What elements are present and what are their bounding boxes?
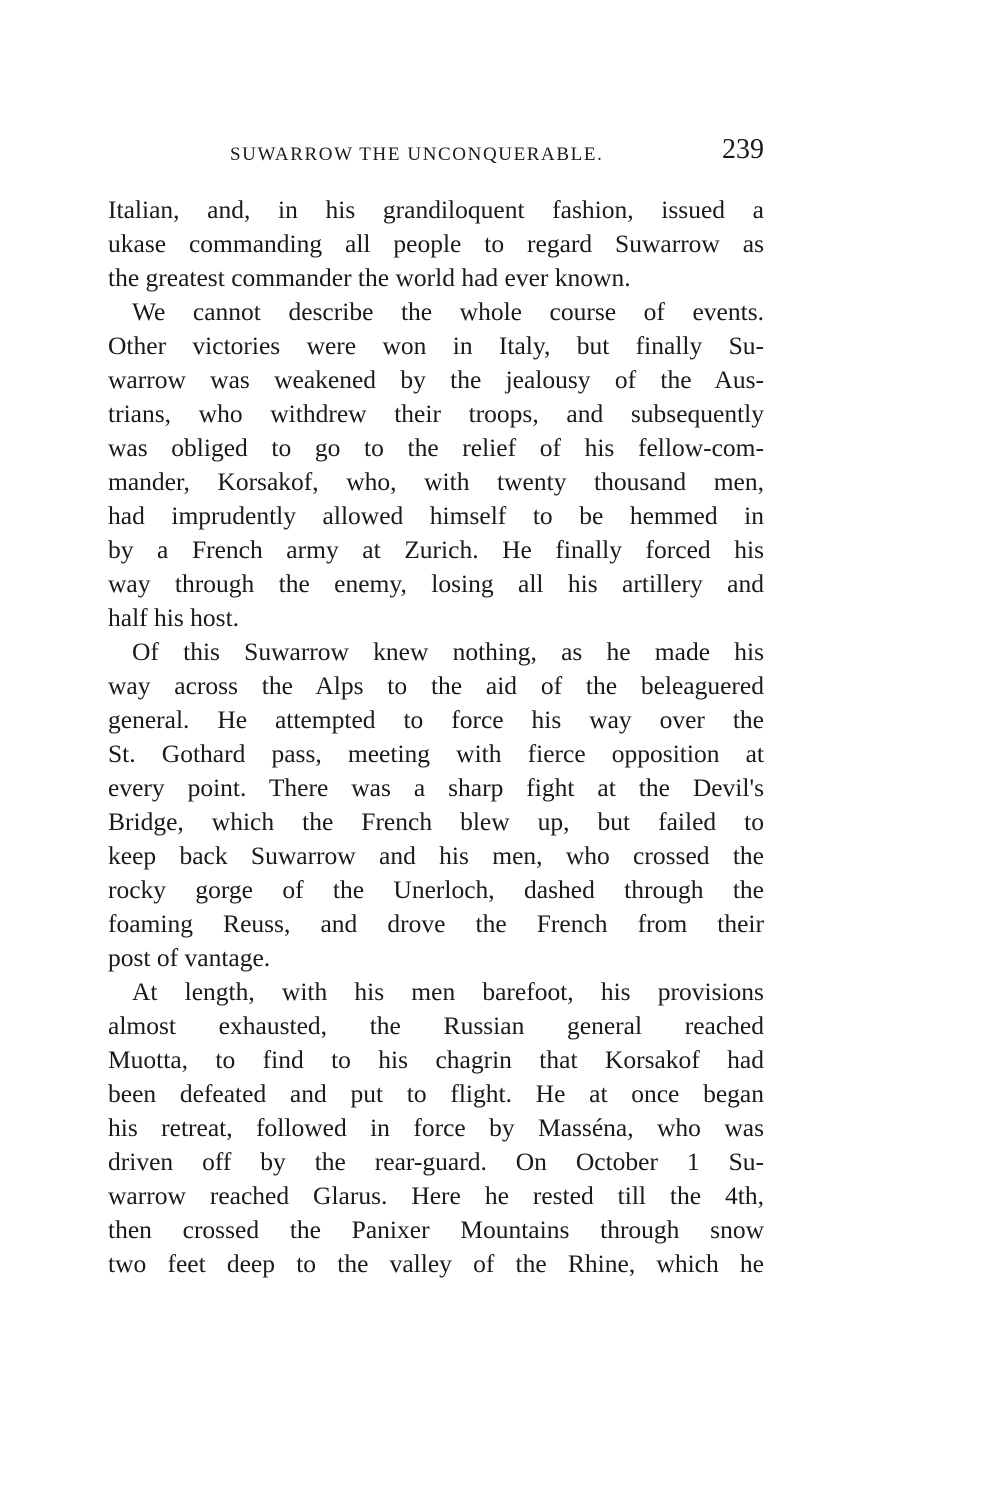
text-line: half his host. — [108, 603, 240, 632]
text-line: Italian, and, in his grandiloquent fashion, issued a — [108, 195, 764, 224]
body-text — [108, 193, 764, 1281]
text-line: trians, who withdrew their troops, and subsequently — [108, 399, 764, 428]
text-line: warrow reached Glarus. Here he rested till the 4th, — [108, 1181, 764, 1210]
text-line: mander, Korsakof, who, with twenty thousand men, — [108, 467, 764, 496]
text-line: his retreat, followed in force by Masséna, who was — [108, 1113, 764, 1142]
text-line: driven off by the rear-guard. On October 1 Su- — [108, 1147, 764, 1176]
paragraph-start-line: At length, with his men barefoot, his provisions — [132, 977, 764, 1006]
text-line: was obliged to go to the relief of his fellow-com- — [108, 433, 764, 462]
text-line: had imprudently allowed himself to be hemmed in — [108, 501, 764, 530]
text-line: then crossed the Panixer Mountains through snow — [108, 1215, 764, 1244]
text-line: ukase commanding all people to regard Suwarrow as — [108, 229, 764, 258]
text-line: been defeated and put to flight. He at once began — [108, 1079, 764, 1108]
text-line: Muotta, to find to his chagrin that Korsakof had — [108, 1045, 764, 1074]
text-line: two feet deep to the valley of the Rhine, which he — [108, 1249, 764, 1278]
text-line: general. He attempted to force his way over the — [108, 705, 764, 734]
text-line: rocky gorge of the Unerloch, dashed through the — [108, 875, 764, 904]
paragraph-start-line: We cannot describe the whole course of events. — [132, 297, 764, 326]
text-line: every point. There was a sharp fight at the Devil's — [108, 773, 764, 802]
running-head — [108, 134, 764, 174]
text-line: keep back Suwarrow and his men, who crossed the — [108, 841, 764, 870]
text-line: warrow was weakened by the jealousy of the Aus- — [108, 365, 764, 394]
text-line: the greatest commander the world had ever known. — [108, 263, 631, 292]
text-line: by a French army at Zurich. He finally forced his — [108, 535, 764, 564]
text-line: way across the Alps to the aid of the beleaguered — [108, 671, 764, 700]
text-line: Other victories were won in Italy, but finally Su- — [108, 331, 764, 360]
paragraph-start-line: Of this Suwarrow knew nothing, as he made his — [132, 637, 764, 666]
text-line: Bridge, which the French blew up, but failed to — [108, 807, 764, 836]
text-line: post of vantage. — [108, 943, 271, 972]
text-line: St. Gothard pass, meeting with fierce opposition at — [108, 739, 764, 768]
running-title: SUWARROW THE UNCONQUERABLE. — [230, 144, 604, 165]
page-number: 239 — [722, 134, 764, 165]
text-line: almost exhausted, the Russian general reached — [108, 1011, 764, 1040]
text-line: way through the enemy, losing all his artillery and — [108, 569, 764, 598]
text-line: foaming Reuss, and drove the French from their — [108, 909, 764, 938]
